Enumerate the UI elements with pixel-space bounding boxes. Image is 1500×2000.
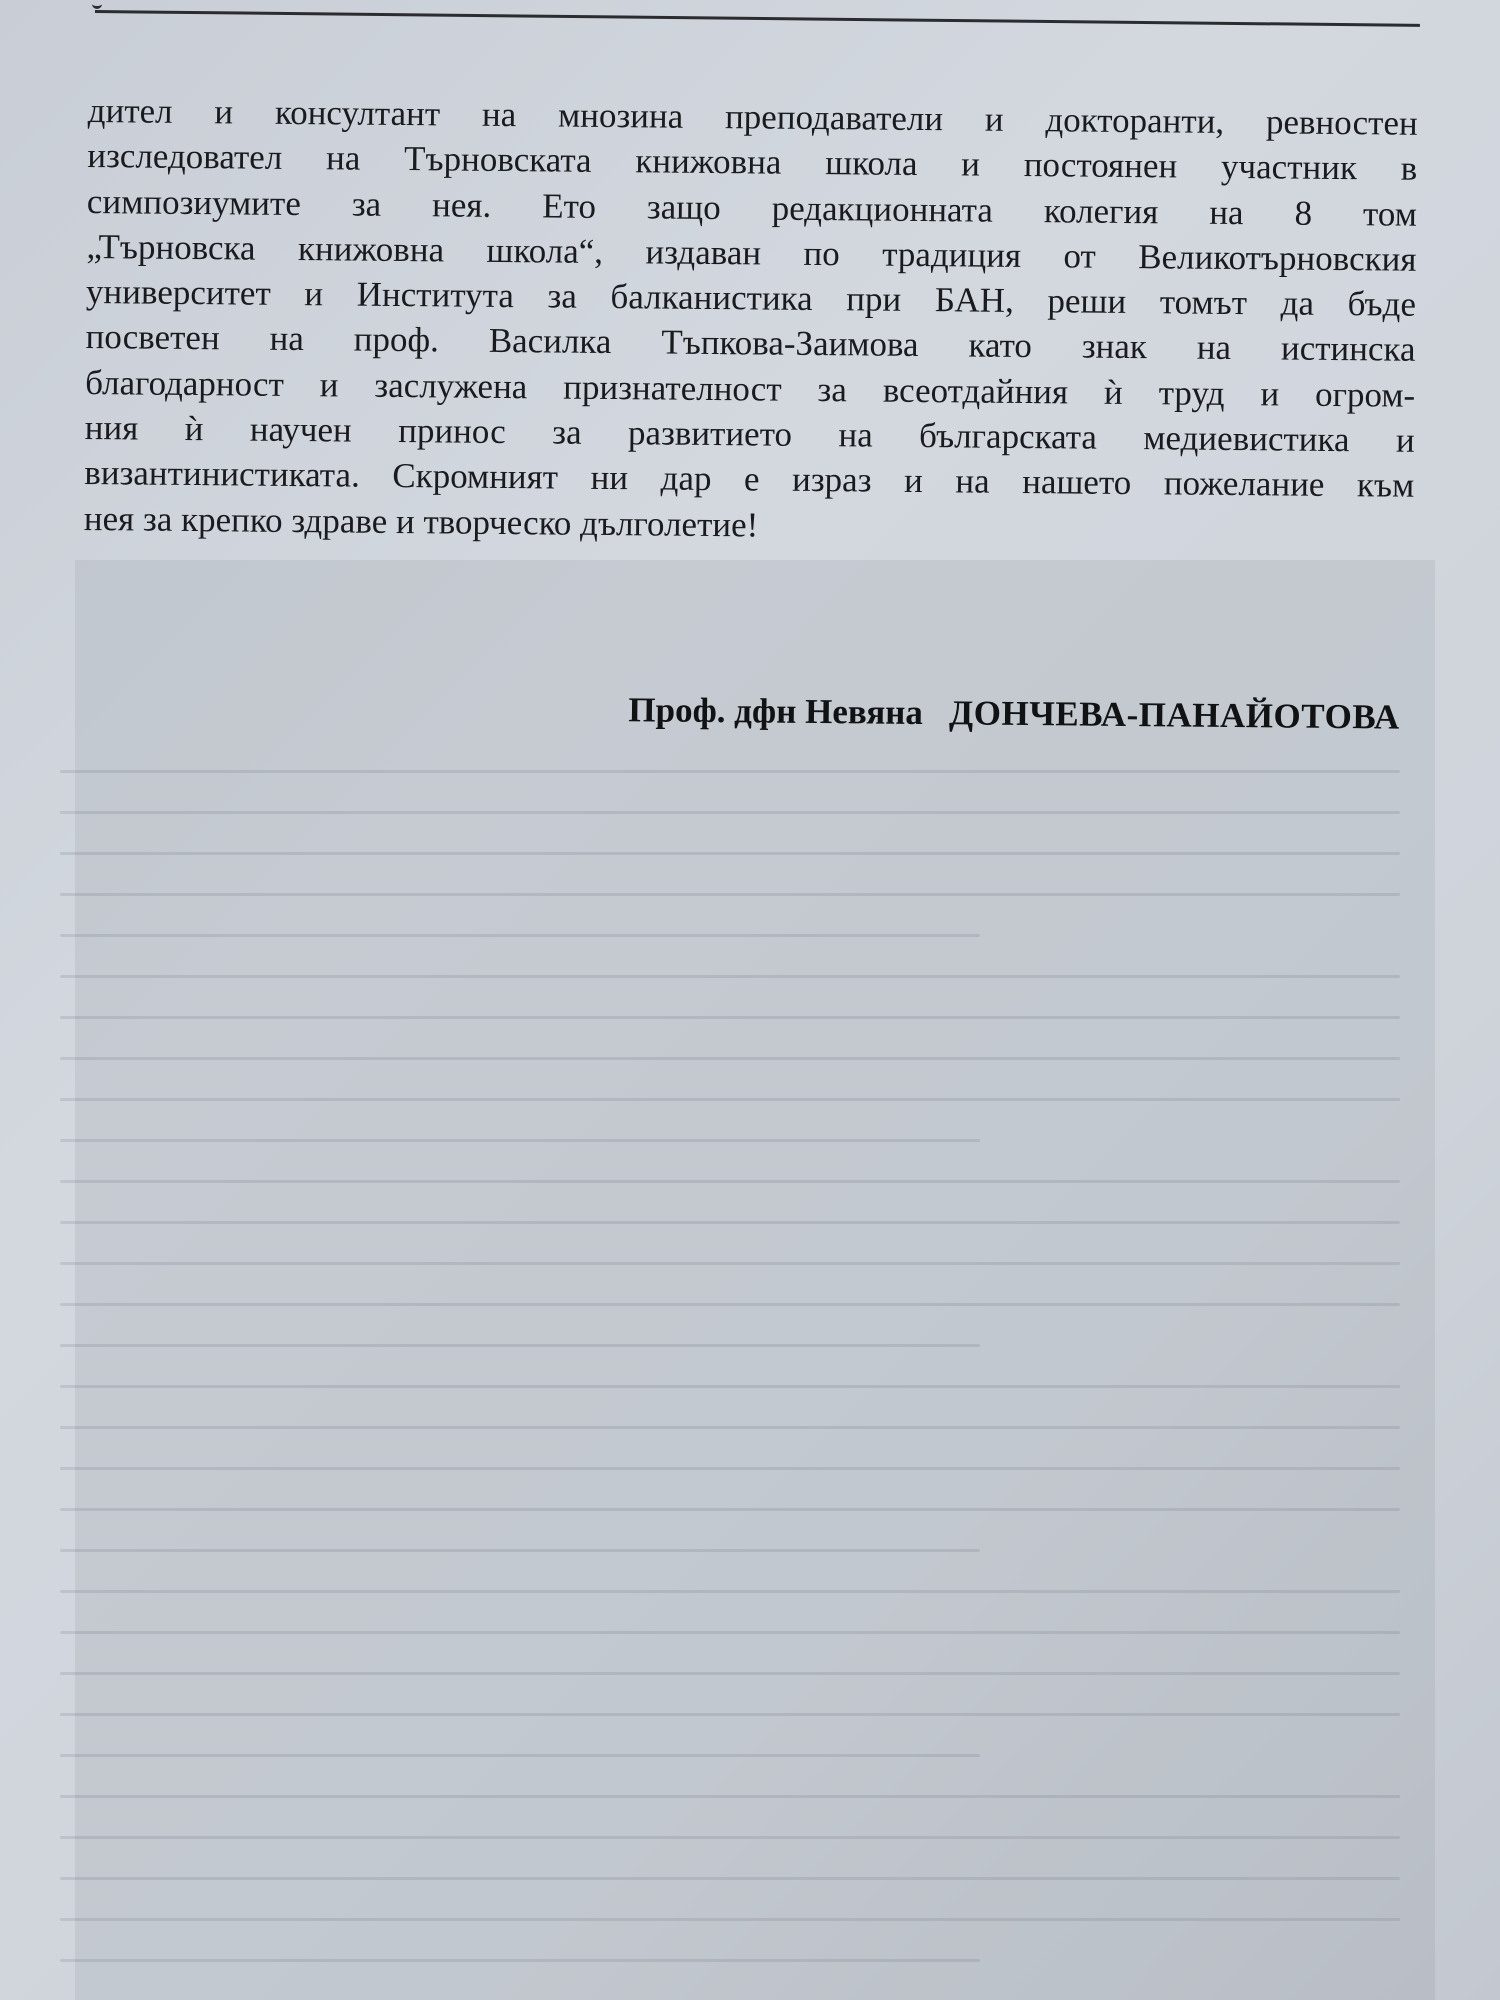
show-through-line xyxy=(60,1262,1400,1265)
show-through-line xyxy=(60,1467,1400,1470)
show-through-line xyxy=(60,1549,980,1552)
show-through-line xyxy=(60,1713,1400,1716)
show-through-line xyxy=(60,1672,1400,1675)
text-line-7: благодарност и заслужена признателност за всеотдайния ѝ труд и огром- xyxy=(84,362,1416,415)
text-line-10: нея за крепко здраве и творческо дълголетие! xyxy=(83,498,759,545)
show-through-line xyxy=(60,1631,1400,1634)
show-through-line xyxy=(60,1795,1400,1798)
header-rule xyxy=(95,10,1420,27)
main-text xyxy=(84,88,1418,554)
show-through-line xyxy=(60,1836,1400,1839)
show-through-line xyxy=(60,1877,1400,1880)
show-through-line xyxy=(60,852,1400,855)
show-through-line xyxy=(60,975,1400,978)
show-through-line xyxy=(60,1385,1400,1388)
show-through-line xyxy=(60,1918,1400,1921)
show-through-line xyxy=(60,934,980,937)
text-line-4: „Търновска книжовна школа“, издаван по традиция от Великотърновския xyxy=(86,226,1417,279)
show-through-line xyxy=(60,1180,1400,1183)
show-through-line xyxy=(60,770,1400,773)
signature-name: ДОНЧЕВА-ПАНАЙОТОВА xyxy=(948,693,1400,737)
text-line-5: университет и Института за балканистика при БАН, реши томът да бъде xyxy=(85,272,1417,324)
show-through-text-region xyxy=(75,560,1435,2000)
text-line-9: византинистиката. Скромният ни дар е израз и на нашето пожелание към xyxy=(84,453,1415,506)
show-through-line xyxy=(60,1426,1400,1429)
show-through-line xyxy=(60,1754,980,1757)
text-line-1: дител и консултант на мнозина преподаватели и докторанти, ревностен xyxy=(87,90,1418,143)
show-through-line xyxy=(60,1959,980,1962)
show-through-line xyxy=(60,1139,980,1142)
show-through-line xyxy=(60,1057,1400,1060)
show-through-line xyxy=(60,893,1400,896)
show-through-line xyxy=(60,1303,1400,1306)
show-through-line xyxy=(60,1221,1400,1224)
text-line-8: ния ѝ научен принос за развитието на българската медиевистика и xyxy=(84,408,1415,460)
show-through-line xyxy=(60,1016,1400,1019)
show-through-line xyxy=(60,1590,1400,1593)
text-line-3: симпозиумите за нея. Ето защо редакционната колегия на 8 том xyxy=(86,181,1418,234)
show-through-line xyxy=(60,1344,980,1347)
page-corner-mark xyxy=(92,0,102,9)
show-through-line xyxy=(60,1098,1400,1101)
signature-title: Проф. дфн Невяна xyxy=(628,690,924,733)
text-line-2: изследовател на Търновската книжовна школа и постоянен участник в xyxy=(87,136,1418,189)
show-through-line xyxy=(60,811,1400,814)
text-line-6: посветен на проф. Василка Тъпкова-Заимова като знак на истинска xyxy=(85,317,1416,370)
show-through-line xyxy=(60,1508,1400,1511)
body-paragraph xyxy=(84,88,1418,554)
